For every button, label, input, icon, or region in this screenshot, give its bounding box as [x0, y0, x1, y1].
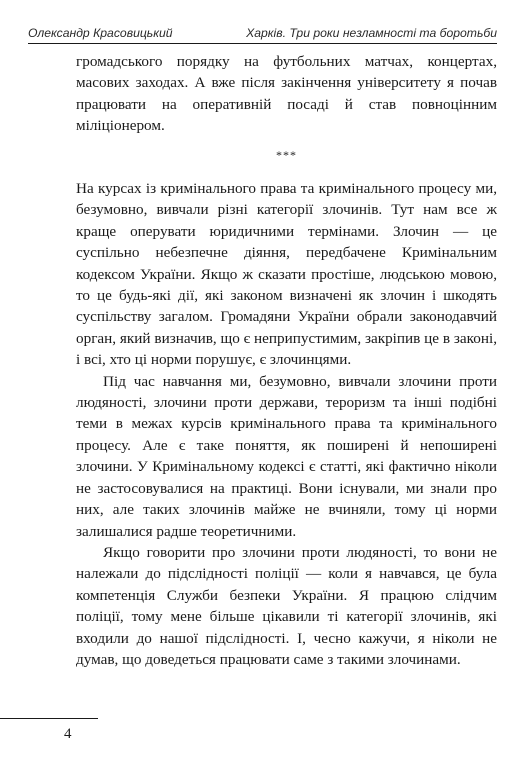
running-header — [28, 18, 497, 44]
header-book-title: Харків. Три роки незламності та боротьби — [246, 26, 497, 40]
paragraph-3: Якщо говорити про злочини проти людяності, то вони не належали до підслідності поліції — коли я навчався, це була компетенція Служби безпеки України. Я працюю слідчим поліції, тому мене більше цікавили ті категорії злочинів, які входили до нашої підслідності. І, чесно кажучи, я ніколи не думав, що доведеться працювати саме з такими злочинами. — [76, 543, 497, 668]
paragraph-2: Під час навчання ми, безумовно, вивчали злочини проти людяності, злочини проти держави, тероризм та інші подібні теми в межах курсів кримінального права та кримінального процесу. Але є таке поняття, як поширені й непоширені злочини. У Кримінальному кодексі є статті, які фактично ніколи не застосовувалися на практиці. Вони існували, ми знали про них, але таких злочинів майже не вчиняли, тому ці норми залишалися радше теоретичними. — [76, 372, 497, 540]
footer-rule — [0, 718, 98, 719]
text-block-main — [76, 178, 497, 670]
paragraph-continued: громадського порядку на футбольних матчах, концертах, масових заходах. А вже після закінчення університету я почав працювати на оперативній посаді й став повноцінним міліціонером. — [76, 53, 497, 135]
header-author: Олександр Красовицький — [28, 26, 173, 40]
section-separator: *** — [276, 148, 297, 162]
text-block-top — [76, 51, 497, 137]
paragraph-1: На курсах із кримінального права та кримінального процесу ми, безумовно, вивчали різні категорії злочинів. Тут нам все ж краще оперувати юридичними термінами. Злочин — це суспільно небезпечне діяння, передбачене Кримінальним кодексом України. Якщо ж сказати простіше, людською мовою, то це будь-які дії, які законом визначені як злочин і шкодять суспільству загалом. Громадяни України обрали законодавчий орган, який визначив, що є неприпустимим, закріпив це в законі, і всі, хто ці норми порушує, є злочинцями. — [76, 180, 497, 369]
page-number: 4 — [64, 726, 72, 742]
